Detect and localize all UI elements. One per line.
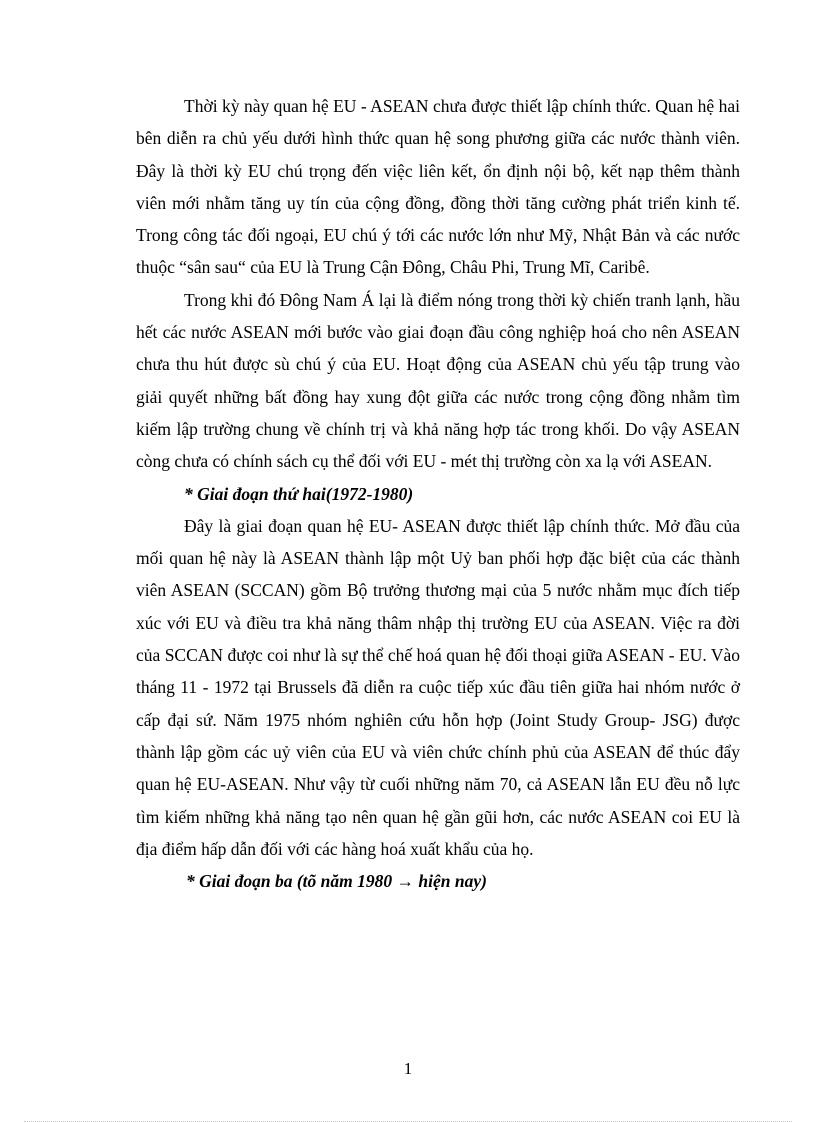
section-heading-second-phase: * Giai đoạn thứ hai(1972-1980)	[184, 483, 414, 504]
paragraph-2: Trong khi đó Đông Nam Á lại là điểm nóng trong thời kỳ chiến tranh lạnh, hầu hết các nước ASEAN mới bước vào giai đoạn đầu công nghiệp hoá cho nên ASEAN chưa thu hút được sù chú ý của EU. Hoạt động của ASEAN chủ yếu tập trung vào giải quyết những bất đồng hay xung đột giữa các nước trong cộng đồng nhằm tìm kiếm lập trường chung về chính trị và khả năng hợp tác trong khối. Do vậy ASEAN còng chưa có chính sách cụ thể đối với EU - mét thị trường còn xa lạ với ASEAN.	[136, 289, 740, 472]
page-bottom-divider	[24, 1121, 792, 1122]
paragraph-3: Đây là giai đoạn quan hệ EU- ASEAN được thiết lập chính thức. Mở đầu của mối quan hệ này là ASEAN thành lập một Uỷ ban phối hợp đặc biệt của các thành viên ASEAN (SCCAN) gồm Bộ trưởng thương mại của 5 nước nhằm mục đích tiếp xúc với EU và điều tra khả năng thâm nhập thị trường EU của ASEAN. Việc ra đời của SCCAN được coi như là sự thể chế hoá quan hệ đối thoại giữa ASEAN - EU. Vào tháng 11 - 1972 tại Brussels đã diễn ra cuộc tiếp xúc đầu tiên giữa hai nhóm nước ở cấp đại sứ. Năm 1975 nhóm nghiên cứu hỗn hợp (Joint Study Group- JSG) được thành lập gồm các uỷ viên của EU và viên chức chính phủ của ASEAN để thúc đẩy quan hệ EU-ASEAN. Như vậy từ cuối những năm 70, cả ASEAN lẫn EU đều nỗ lực tìm kiếm những khả năng tạo nên quan hệ gần gũi hơn, các nước ASEAN coi EU là địa điểm hấp dẫn đối với các hàng hoá xuất khẩu của họ.	[136, 515, 740, 859]
document-body	[136, 90, 740, 897]
paragraph-1: Thời kỳ này quan hệ EU - ASEAN chưa được thiết lập chính thức. Quan hệ hai bên diễn ra chủ yếu dưới hình thức quan hệ song phương giữa các nước thành viên. Đây là thời kỳ EU chú trọng đến việc liên kết, ổn định nội bộ, kết nạp thêm thành viên mới nhằm tăng uy tín của cộng đồng, đồng thời tăng cường phát triển kinh tế. Trong công tác đối ngoại, EU chú ý tới các nước lớn như Mỹ, Nhật Bản và các nước thuộc “sân sau“ của EU là Trung Cận Đông, Châu Phi, Trung Mĩ, Caribê.	[136, 96, 740, 278]
page-number: 1	[403, 1059, 413, 1078]
section-heading-third-phase: * Giai đoạn ba (tõ năm 1980 → hiện nay)	[186, 871, 487, 892]
